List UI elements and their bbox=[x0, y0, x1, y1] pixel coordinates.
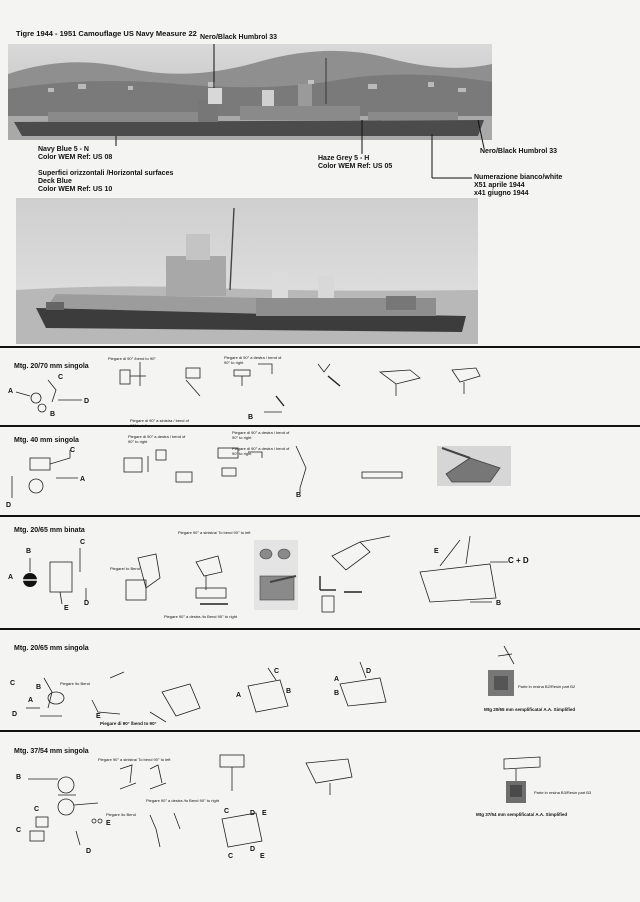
mount-40-drawings bbox=[0, 428, 520, 514]
part-label: A bbox=[8, 388, 14, 395]
part-label: C bbox=[10, 680, 16, 687]
part-label: C bbox=[274, 668, 280, 675]
bend-note: Piegare di 90° a destra / bend of 90° to right bbox=[128, 434, 186, 444]
bend-note: Piegare di 90° a destra / bend of 90° to right bbox=[232, 446, 290, 456]
part-label: B bbox=[16, 774, 22, 781]
callout-nero-top: Nero/Black Humbrol 33 bbox=[200, 34, 278, 41]
part-label: C bbox=[224, 808, 230, 815]
bend-note: Piegare di 90° a sinistra / bend of 90° to left bbox=[130, 418, 189, 428]
bend-note: Piegare 90° a sinistra/ To bend 90° to left bbox=[178, 530, 251, 535]
simplified-note: Mtg 20/65 mm semplificata/ A.A. Simplified bbox=[484, 707, 576, 712]
section-title: Mtg. 20/65 mm singola bbox=[14, 645, 89, 652]
part-label: C bbox=[16, 827, 22, 834]
callout-navy-blue-ref: Color WEM Ref: US 08 bbox=[38, 154, 113, 161]
part-label: A bbox=[236, 692, 242, 699]
mount-2065-binata-drawings bbox=[0, 518, 530, 626]
bend-note: Piegare 90° a destra /to Bend 90° to right bbox=[146, 798, 220, 803]
callout-haze-grey-ref: Color WEM Ref: US 05 bbox=[318, 163, 393, 170]
part-label: C + D bbox=[508, 556, 529, 565]
part-label: D bbox=[366, 668, 372, 675]
callout-deck-blue: Deck Blue bbox=[38, 178, 72, 185]
callout-numbering: Numerazione bianco/white bbox=[474, 174, 563, 181]
bend-note: Piegare di 90° a destra / bend of 90° to right bbox=[232, 430, 290, 440]
section-title: Mtg. 20/65 mm binata bbox=[14, 527, 85, 534]
section-divider bbox=[0, 346, 640, 348]
part-label: D bbox=[12, 711, 18, 718]
part-label: B bbox=[496, 600, 502, 607]
part-label: E bbox=[260, 853, 265, 860]
part-label: A bbox=[28, 697, 34, 704]
part-label: D bbox=[250, 810, 256, 817]
bend-note: Piegare /to Bend bbox=[60, 681, 90, 686]
part-label: A bbox=[334, 676, 340, 683]
part-label: D bbox=[84, 600, 90, 607]
bend-note: Piegare 90° a destra /to Bend 90° to right bbox=[164, 614, 238, 619]
part-label: C bbox=[34, 806, 40, 813]
part-label: B bbox=[248, 414, 254, 421]
bend-note: Piegare /to Bend bbox=[106, 812, 136, 817]
mount-2065-singola-drawings bbox=[0, 632, 530, 728]
part-label: E bbox=[64, 605, 69, 612]
part-label: A bbox=[8, 574, 14, 581]
part-label: C bbox=[228, 853, 234, 860]
callout-number-x41: x41 giugno 1944 bbox=[474, 190, 529, 197]
part-label: B bbox=[296, 492, 302, 499]
section-title: Mtg. 20/70 mm singola bbox=[14, 363, 89, 370]
resin-part-note: Parte in resina B2/Resin part B2 bbox=[518, 684, 576, 689]
callout-horizontal-surfaces: Superfici orizzontali /Horizontal surfaces bbox=[38, 170, 174, 177]
callout-nero-right: Nero/Black Humbrol 33 bbox=[480, 148, 558, 155]
callout-number-x51: X51 aprile 1944 bbox=[474, 182, 525, 189]
part-label: B bbox=[50, 411, 56, 418]
part-label: E bbox=[106, 820, 111, 827]
section-divider bbox=[0, 628, 640, 630]
part-label: D bbox=[86, 848, 92, 855]
part-label: C bbox=[70, 447, 76, 454]
bend-note: Piegare di 90° /bend to 90° bbox=[108, 356, 156, 361]
bend-note: Piegare/ to Bend bbox=[110, 566, 140, 571]
callout-deck-blue-ref: Color WEM Ref: US 10 bbox=[38, 186, 113, 193]
section-divider bbox=[0, 730, 640, 732]
ship-photo-sea bbox=[16, 198, 478, 344]
part-label: D bbox=[84, 398, 90, 405]
part-label: B bbox=[36, 684, 42, 691]
part-label: B bbox=[286, 688, 292, 695]
part-label: E bbox=[434, 548, 439, 555]
resin-part-note: Parte in resina B3/Resin part B3 bbox=[534, 790, 592, 795]
bend-note: Piegare di 90° a destra / bend of 90° to right bbox=[224, 355, 282, 365]
part-label: A bbox=[80, 476, 86, 483]
mount-3754-drawings bbox=[0, 735, 560, 865]
section-title: Mtg. 40 mm singola bbox=[14, 437, 79, 444]
part-label: B bbox=[334, 690, 340, 697]
page-title: Tigre 1944 - 1951 Camouflage US Navy Measure 22 bbox=[16, 29, 197, 38]
part-label: E bbox=[262, 810, 267, 817]
part-label: B bbox=[26, 548, 32, 555]
bend-note: Piegare 90° a sinistra/ To bend 90° to left bbox=[98, 757, 171, 762]
section-title: Mtg. 37/54 mm singola bbox=[14, 748, 89, 755]
callout-navy-blue: Navy Blue 5 - N bbox=[38, 146, 89, 153]
callout-haze-grey: Haze Grey 5 - H bbox=[318, 155, 370, 162]
simplified-note: Mtg 37/54 mm semplificata/ A.A. Simplified bbox=[476, 812, 568, 817]
part-label: D bbox=[250, 846, 256, 853]
section-divider bbox=[0, 515, 640, 517]
part-label: D bbox=[6, 502, 12, 509]
bend-note: Piegare di 90° /bend to 90° bbox=[100, 721, 157, 726]
part-label: C bbox=[80, 539, 86, 546]
section-divider bbox=[0, 425, 640, 427]
mount-2070-drawings bbox=[0, 350, 520, 425]
part-label: E bbox=[96, 713, 101, 720]
part-label: C bbox=[58, 374, 64, 381]
